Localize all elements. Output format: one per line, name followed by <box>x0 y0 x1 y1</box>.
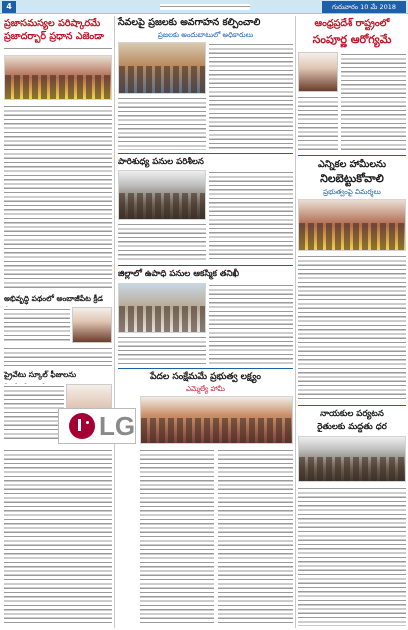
article-body <box>298 254 406 402</box>
headline: పేదల సంక్షేమమే ప్రభుత్వ లక్ష్యం <box>150 372 261 382</box>
article-body <box>209 283 293 365</box>
article-body <box>218 448 293 626</box>
article-body <box>4 307 70 343</box>
section-rule <box>118 265 293 266</box>
article-body <box>140 448 214 626</box>
headline: సేవలపై ప్రజలకు అవగాహన కల్పించాలి <box>118 17 261 28</box>
subheadline: ప్రజలకు అందుబాటులో అధికారులు <box>157 31 254 39</box>
news-photo <box>140 396 293 444</box>
headline: ఆంధ్రప్రదేశ్ రాష్ట్రంలో <box>314 18 390 29</box>
section-rule <box>298 155 406 156</box>
section-rule <box>118 368 293 369</box>
news-photo <box>118 42 206 94</box>
ad-brand: LG <box>99 411 136 441</box>
news-photo <box>298 436 406 482</box>
page-number: 4 <box>2 1 16 13</box>
article-body <box>298 486 406 626</box>
article-body <box>4 448 112 626</box>
article-body <box>209 42 293 150</box>
news-photo <box>72 307 112 343</box>
article-body <box>118 96 206 150</box>
advertisement-lg[interactable] <box>58 408 136 444</box>
article-body <box>209 170 293 262</box>
article-body <box>4 104 112 289</box>
headline: జిల్లాలో ఉపాధి పనుల ఆకస్మిక తనిఖీ <box>118 269 240 279</box>
subhead-lines <box>4 46 112 52</box>
news-photo <box>118 170 206 220</box>
article-body <box>341 52 406 152</box>
lg-logo-icon <box>69 413 95 439</box>
article-body <box>298 95 338 152</box>
section-rule <box>118 153 293 154</box>
news-photo <box>298 52 338 92</box>
headline: ప్రైవేటు స్కూల్ ఫీజులను <box>4 370 77 379</box>
news-photo <box>298 199 406 251</box>
section-rule <box>298 405 406 406</box>
headline: నిలబెట్టుకోవాలి <box>320 172 384 185</box>
headline: పారిశుధ్య పనుల పరిశీలన <box>118 157 204 167</box>
article-body <box>4 384 64 442</box>
headline: ప్రజాదర్బార్ ప్రధాన ఎజెండా <box>4 31 104 42</box>
column-divider <box>295 16 296 628</box>
headline: ప్రజాసమస్యల పరిష్కారమే <box>4 18 101 29</box>
headline: ఎన్నికల హామీలను <box>317 159 387 170</box>
article-body <box>118 222 206 262</box>
headline: రైతులకు మద్దతు ధర <box>317 422 387 432</box>
headline: సంపూర్ణ ఆరోగ్యమే <box>312 33 392 46</box>
article-body <box>4 346 112 366</box>
article-body <box>118 335 206 365</box>
column-divider <box>114 16 115 628</box>
date-strip: గురువారం 10 మే 2018 <box>322 1 406 13</box>
headline: అభివృద్ధి పథంలో అంబాజీపేట క్రీడ <box>4 294 103 303</box>
headline: నాయకుల పర్యటన <box>320 409 384 419</box>
news-photo <box>118 283 206 333</box>
masthead-strip <box>160 4 250 10</box>
subheadline: ఎమ్మెల్యే హామీ <box>186 385 225 393</box>
news-photo <box>4 55 112 100</box>
subheadline: ప్రభుత్వంపై విమర్శలు <box>323 188 381 196</box>
